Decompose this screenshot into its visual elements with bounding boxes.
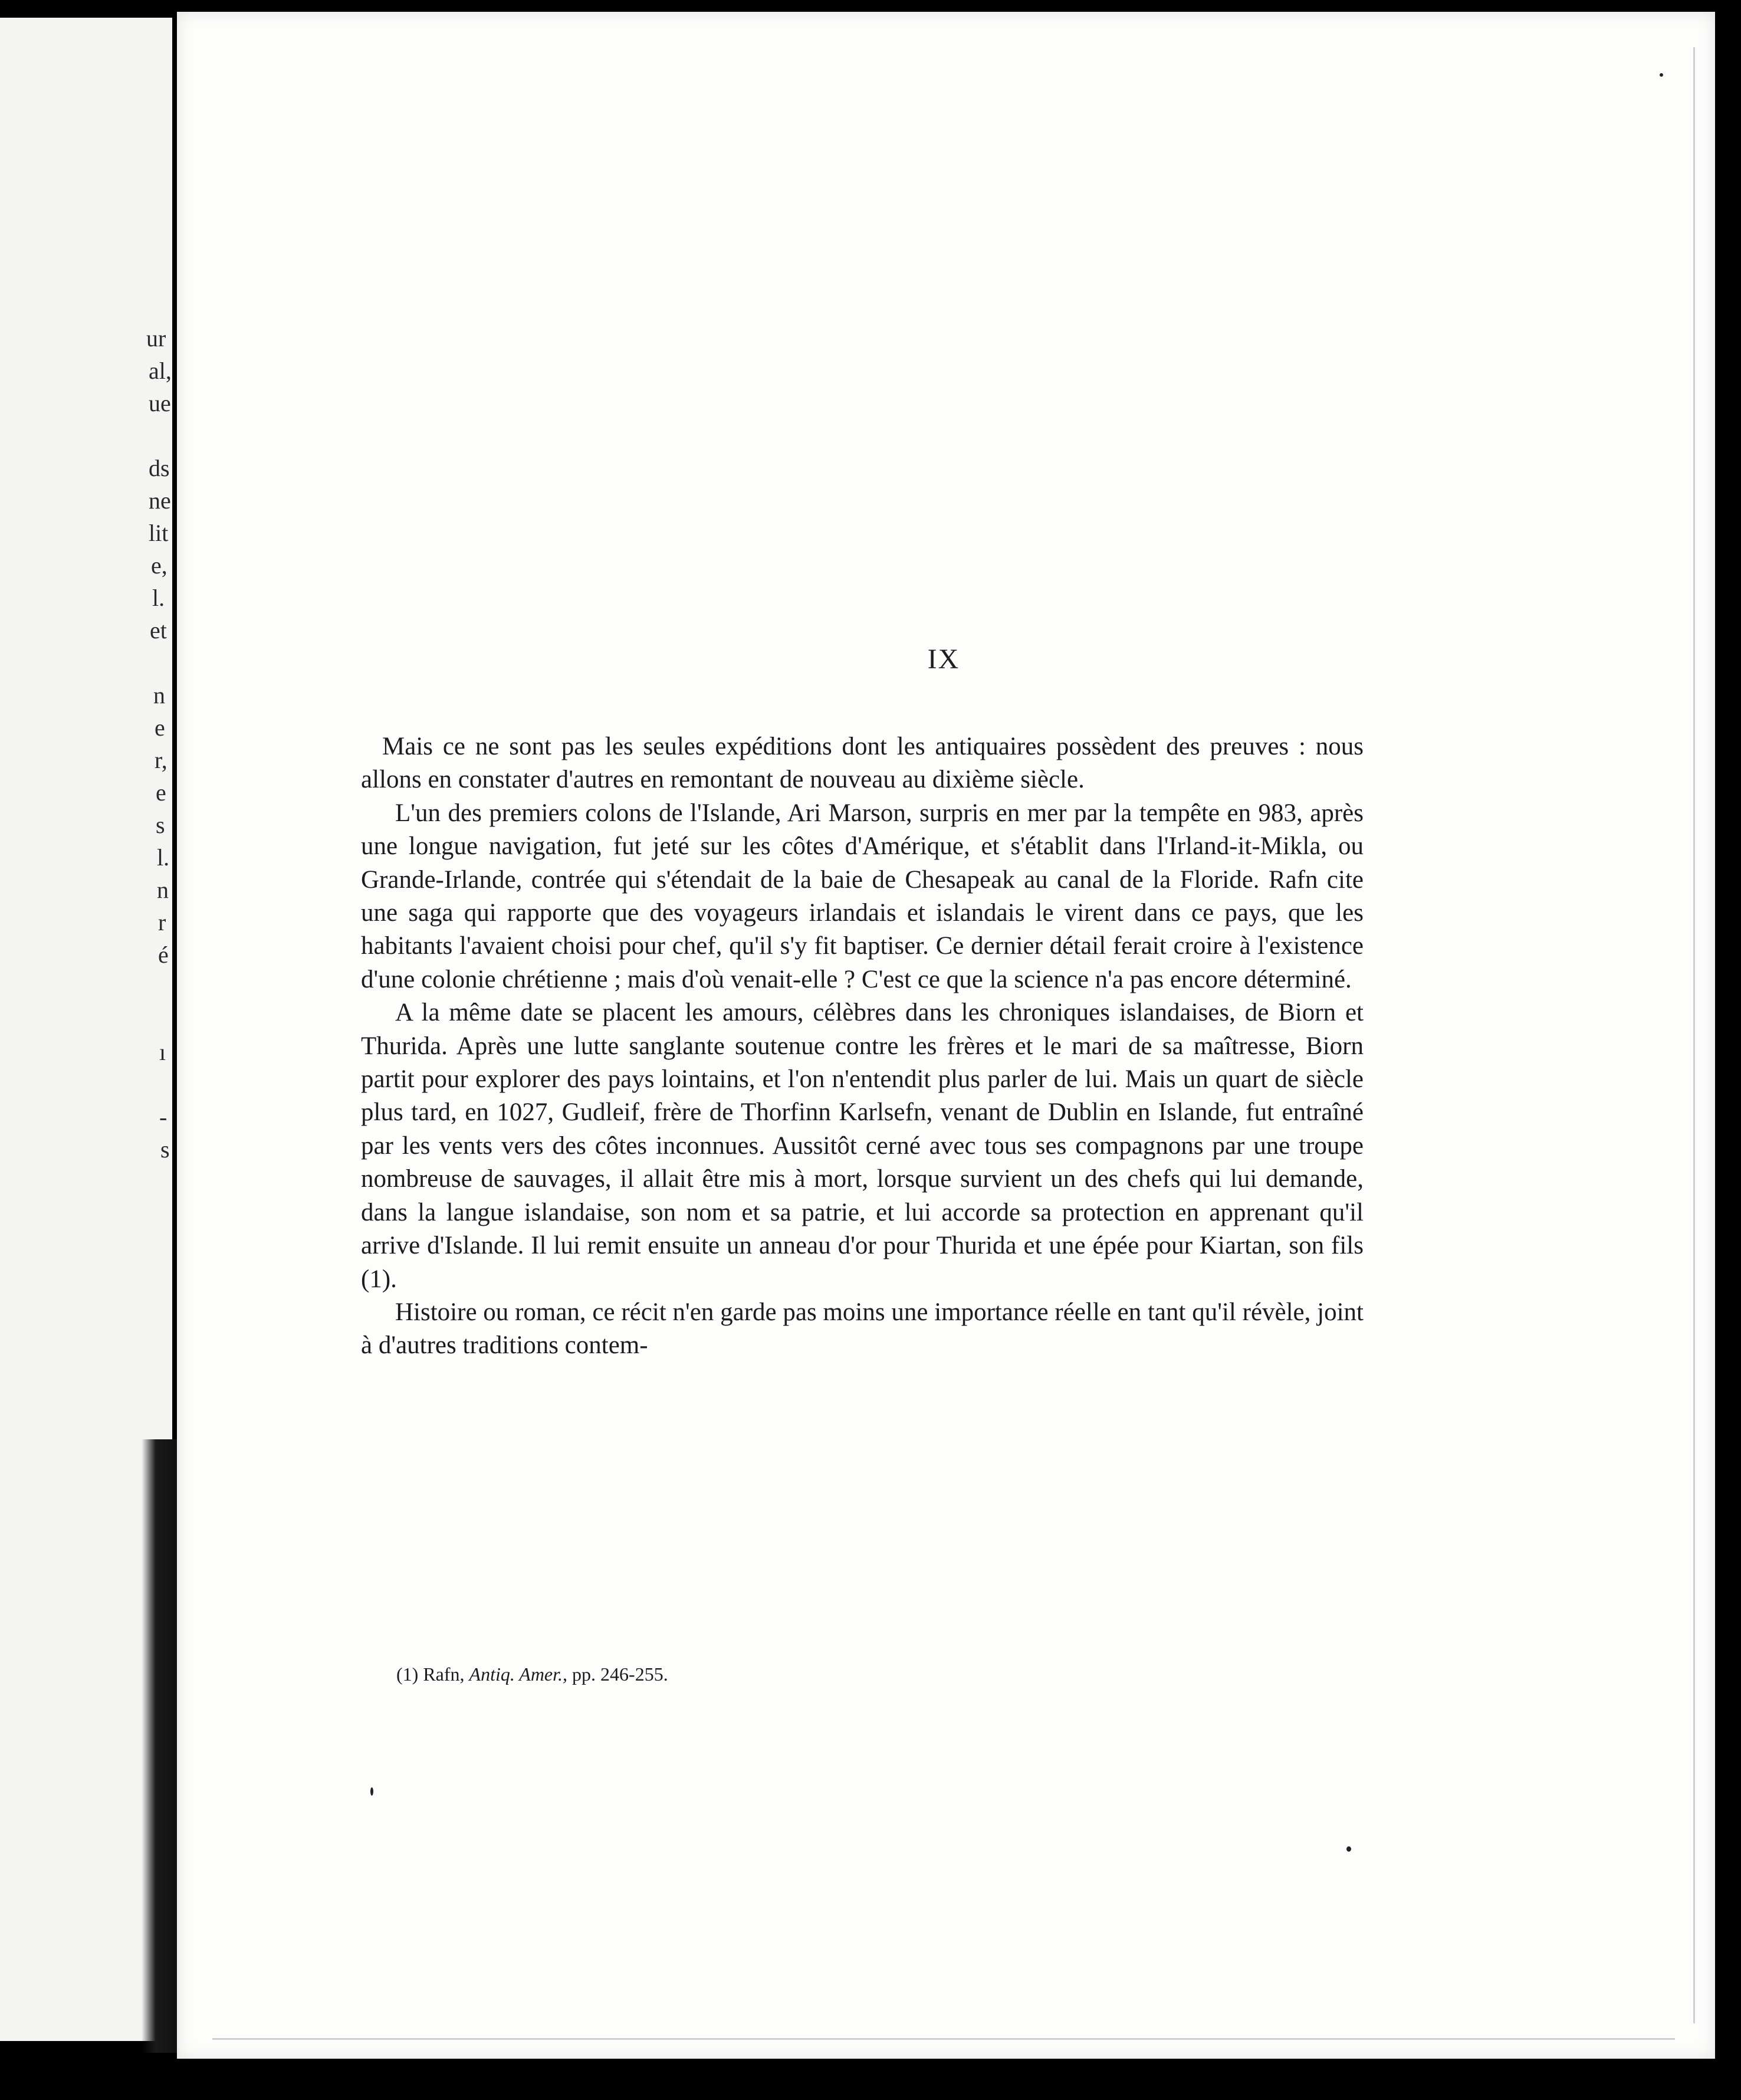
left-page-text: l.: [152, 585, 165, 611]
paragraph: Histoire ou roman, ce récit n'en garde pas moins une importance réelle en tant qu'il révèle, joint à d'autres traditions contem-: [361, 1298, 1364, 1360]
left-page-text: ds: [149, 455, 170, 481]
left-page-text: al,: [149, 357, 172, 384]
footnote-work-title: Antiq. Amer.,: [469, 1663, 568, 1685]
left-page-text: l.: [157, 844, 170, 871]
paragraph: Mais ce ne sont pas les seules expéditions dont les antiquaires possèdent des preuves : nous allons en constater d'autres en remontant de nouveau au dixième siècle.: [361, 733, 1364, 794]
left-page-text: n: [157, 877, 169, 903]
left-page-text: ur: [146, 325, 166, 352]
footnote-marker: (1) Rafn,: [396, 1663, 465, 1685]
left-page-text: r,: [155, 747, 167, 773]
left-page-text: e: [156, 779, 166, 806]
chapter-heading: IX: [927, 644, 960, 675]
left-page-text: ue: [149, 390, 171, 416]
page-edge: [1693, 47, 1701, 2023]
binding-gutter: [142, 1439, 177, 2053]
left-page-text: ne: [149, 487, 171, 514]
scan-speck: [1660, 73, 1663, 77]
left-page-text: r: [158, 909, 166, 936]
left-page-text: ı: [159, 1039, 166, 1065]
left-page-text: s: [156, 812, 165, 838]
left-page-text: e,: [151, 552, 167, 579]
left-page-text: lit: [149, 520, 169, 546]
left-page-text: et: [150, 617, 167, 644]
left-page-text: s: [160, 1136, 170, 1163]
paragraph: L'un des premiers colons de l'Islande, Ari Marson, surpris en mer par la tempête en 983, après une longue navigation, fut jeté sur les côtes d'Amérique, et s'établit dans l'Irland-it-Mikla, ou Grande-Irlande, contrée qui s'étendait de la baie de Chesapeak au canal de la Floride. Rafn cite une saga qui rapporte que des voyageurs irlandais et islandais le virent dans ce pays, que les habitants l'avaient choisi pour chef, qu'il s'y fit baptiser. Ce dernier détail ferait croire à l'existence d'une colonie chrétienne ; mais d'où venait-elle ? C'est ce que la science n'a pas encore déterminé.: [361, 799, 1364, 993]
footnote: [396, 1663, 668, 1685]
scan-speck: [370, 1787, 373, 1796]
page-edge: [212, 2038, 1675, 2045]
paragraph: A la même date se placent les amours, célèbres dans les chroniques islandaises, de Biorn et Thurida. Après une lutte sanglante soutenue contre les frères et le mari de sa maîtresse, Biorn partit pour explorer des pays lointains, et l'on n'entendit plus parler de lui. Mais un quart de siècle plus tard, en 1027, Gudleif, frère de Thorfinn Karlsefn, venant de Dublin en Islande, fut entraîné par les vents vers des côtes inconnues. Aussitôt cerné avec tous ses compagnons par une troupe nombreuse de sauvages, il allait être mis à mort, lorsque survient un des chefs qui lui demande, dans la langue islandaise, son nom et sa patrie, et lui accorde sa protection en apprenant qu'il arrive d'Islande. Il lui remit ensuite un anneau d'or pour Thurida et une épée pour Kiartan, son fils (1).: [361, 999, 1364, 1293]
footnote-pages: pp. 246-255.: [572, 1663, 668, 1685]
scan-speck: [1346, 1846, 1351, 1852]
left-page-text: -: [159, 1104, 167, 1130]
body-text: [361, 730, 1364, 1363]
left-page-text: e: [155, 714, 165, 741]
book-page: [177, 12, 1715, 2059]
left-page-text: n: [153, 682, 165, 708]
left-page-text: é: [158, 941, 169, 968]
